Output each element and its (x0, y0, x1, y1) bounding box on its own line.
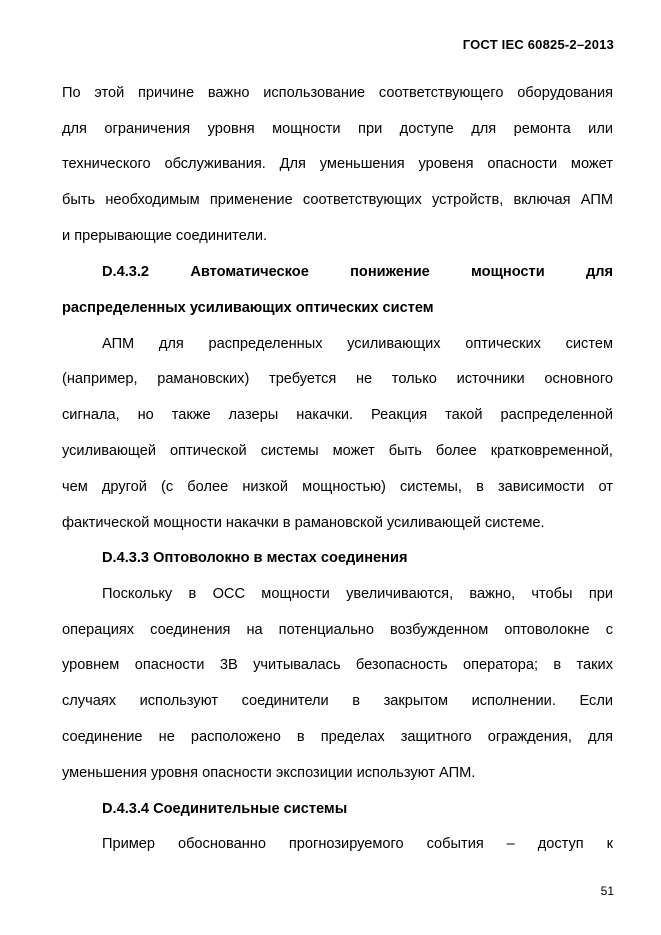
page-number: 51 (600, 884, 614, 898)
text-line: АПМ для распределенных усиливающих оптических систем (102, 336, 613, 352)
text-line: уменьшения уровня опасности экспозиции используют АПМ. (62, 765, 476, 781)
section-heading: D.4.3.3 Оптоволокно в местах соединения (102, 550, 408, 566)
text-line: случаях используют соединители в закрытом исполнении. Если (62, 693, 613, 709)
text-line: соединение не расположено в пределах защитного ограждения, для (62, 729, 613, 745)
document-standard-header: ГОСТ IEC 60825-2–2013 (462, 37, 614, 52)
text-line: сигнала, но также лазеры накачки. Реакция такой распределенной (62, 407, 613, 423)
text-line: По этой причине важно использование соответствующего оборудования (62, 85, 613, 101)
text-line: быть необходимым применение соответствующих устройств, включая АПМ (62, 192, 613, 208)
text-line: усиливающей оптической системы может быть более кратковременной, (62, 443, 613, 459)
section-heading: D.4.3.4 Соединительные системы (102, 801, 348, 817)
text-line: технического обслуживания. Для уменьшения уровеня опасности может (62, 156, 613, 172)
text-line: уровнем опасности 3В учитывалась безопасность оператора; в таких (62, 657, 613, 673)
text-line: и прерывающие соединители. (62, 228, 268, 244)
text-line: операциях соединения на потенциально возбужденном оптоволокне с (62, 622, 613, 638)
text-line: для ограничения уровня мощности при доступе для ремонта или (62, 121, 613, 137)
section-heading: распределенных усиливающих оптических систем (62, 300, 434, 316)
text-line: (например, рамановских) требуется не только источники основного (62, 371, 613, 387)
text-line: чем другой (с более низкой мощностью) системы, в зависимости от (62, 479, 613, 495)
section-heading: D.4.3.2 Автоматическое понижение мощности для (102, 264, 613, 280)
text-line: Пример обоснованно прогнозируемого события – доступ к (102, 836, 613, 852)
text-line: фактической мощности накачки в рамановской усиливающей системе. (62, 515, 545, 531)
text-line: Поскольку в ОСС мощности увеличиваются, важно, чтобы при (102, 586, 613, 602)
